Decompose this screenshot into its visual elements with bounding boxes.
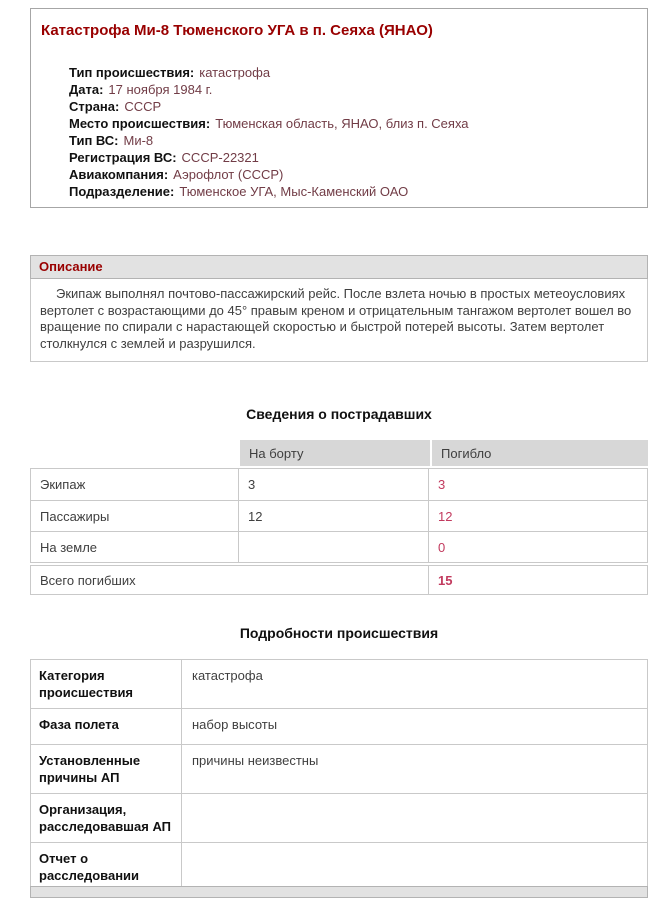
field-value: 17 ноября 1984 г.: [108, 82, 213, 97]
total-label: Всего погибших: [40, 572, 136, 588]
page-content: [30, 8, 648, 892]
table-row-causes: [31, 744, 647, 793]
detail-value: [181, 794, 647, 842]
field-label: Тип происшествия:: [69, 65, 195, 80]
field-label: Тип ВС:: [69, 133, 119, 148]
field-value: СССР: [124, 99, 162, 114]
table-row-investigating-org: [31, 793, 647, 842]
victims-table-header-row: [30, 440, 648, 466]
victims-header-empty-cell: [30, 440, 238, 466]
field-aircraft-type: [69, 132, 637, 149]
detail-label: Установленные причины АП: [39, 753, 141, 785]
fatalities-value: 3: [428, 469, 647, 500]
field-location: [69, 115, 637, 132]
description-section: [30, 255, 648, 362]
field-value: катастрофа: [199, 65, 271, 80]
field-accident-type: [69, 64, 637, 81]
field-value: Аэрофлот (СССР): [173, 167, 284, 182]
detail-value: набор высоты: [181, 709, 647, 744]
row-label: На земле: [40, 539, 98, 555]
page-title: Катастрофа Ми-8 Тюменского УГА в п. Сеяха (ЯНАО): [41, 22, 433, 39]
table-row-passengers: [31, 500, 647, 531]
table-row-flight-phase: [31, 708, 647, 744]
row-label: Экипаж: [40, 477, 86, 492]
detail-label: Отчет о расследовании: [39, 851, 140, 883]
field-label: Место происшествия:: [69, 116, 211, 131]
field-airline: [69, 166, 637, 183]
table-row-ground: [31, 531, 647, 562]
field-label: Страна:: [69, 99, 120, 114]
field-country: [69, 98, 637, 115]
aboard-value: 3: [238, 469, 428, 500]
field-value: Тюменское УГА, Мыс-Каменский ОАО: [179, 184, 409, 199]
next-section-header-bar-cutoff: [30, 886, 648, 898]
detail-value: причины неизвестны: [181, 745, 647, 793]
victims-header-aboard: На борту: [240, 440, 430, 466]
victims-table: [30, 440, 648, 595]
detail-value: [181, 843, 647, 891]
field-value: СССР-22321: [181, 150, 259, 165]
victims-table-body: [30, 468, 648, 563]
detail-label: Категория происшествия: [39, 668, 134, 700]
field-label: Регистрация ВС:: [69, 150, 177, 165]
table-row-investigation-report: [31, 842, 647, 891]
detail-label: Организация, расследовавшая АП: [39, 802, 172, 834]
details-heading: Подробности происшествия: [239, 625, 439, 641]
aboard-value: 12: [238, 501, 428, 531]
details-table: [30, 659, 648, 892]
field-value: Тюменская область, ЯНАО, близ п. Сеяха: [215, 116, 469, 131]
fatalities-value: 0: [428, 532, 647, 562]
table-row-category: [31, 660, 647, 708]
detail-label: Фаза полета: [39, 717, 119, 732]
victims-heading: Сведения о пострадавших: [246, 406, 432, 422]
field-date: [69, 81, 637, 98]
incident-field-list: [69, 64, 637, 200]
field-registration: [69, 149, 637, 166]
total-fatalities-value: 15: [428, 566, 647, 594]
description-text: Экипаж выполнял почтово-пассажирский рейс. После взлета ночью в простых метеоусловиях вертолет с возрастающими до 45° правым креном и отрицательным тангажом вертолет вошел во вращение по спирали с нарастающей скоростью и быстрой потерей высоты. Затем вертолет столкнулся с землей и разрушился.: [30, 279, 648, 362]
incident-info-box: [30, 8, 648, 208]
victims-header-fatalities: Погибло: [432, 440, 648, 466]
field-label: Дата:: [69, 82, 104, 97]
aboard-value: [238, 532, 428, 562]
table-row-total-fatalities: [30, 565, 648, 595]
field-label: Подразделение:: [69, 184, 175, 199]
fatalities-value: 12: [428, 501, 647, 531]
field-label: Авиакомпания:: [69, 167, 169, 182]
detail-value: катастрофа: [181, 660, 647, 708]
row-label: Пассажиры: [40, 508, 110, 524]
field-division: [69, 183, 637, 200]
field-value: Ми-8: [123, 133, 154, 148]
description-section-header: Описание: [30, 255, 648, 279]
table-row-crew: [31, 469, 647, 500]
